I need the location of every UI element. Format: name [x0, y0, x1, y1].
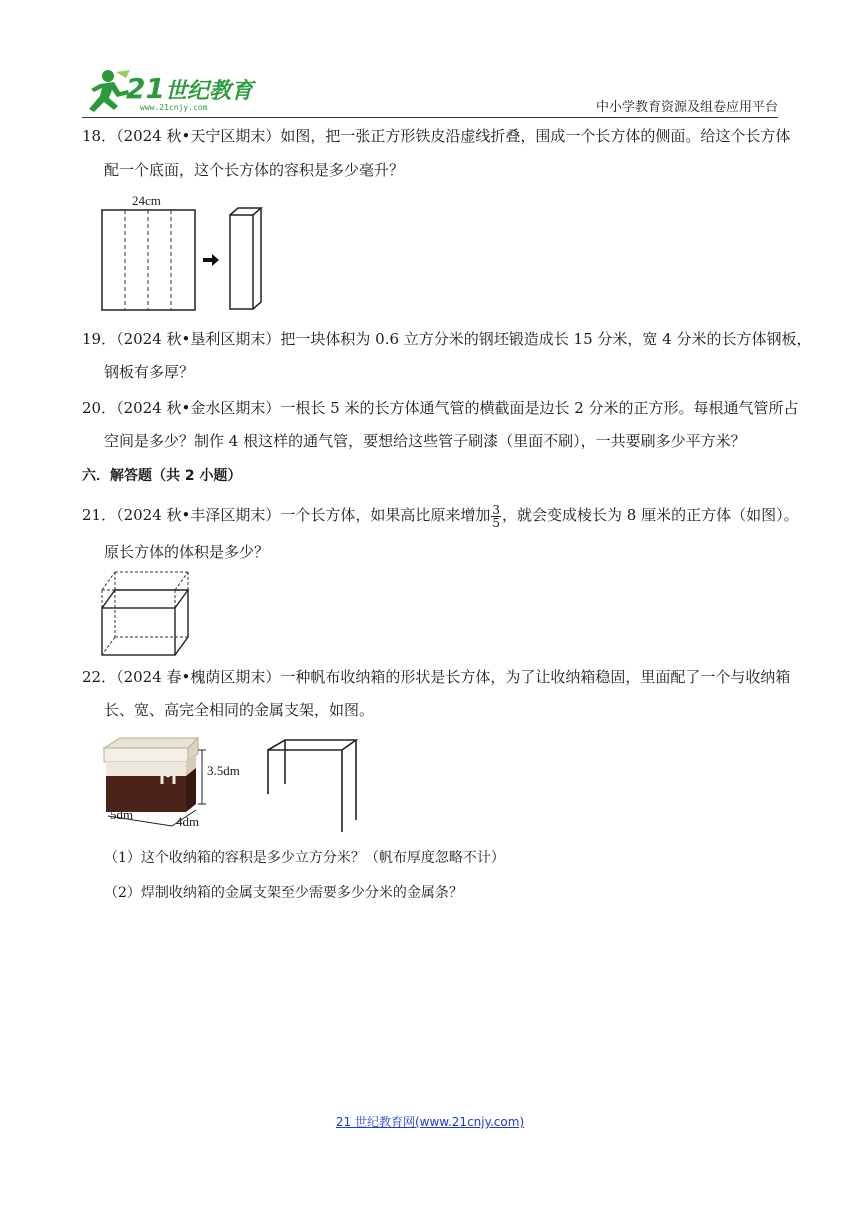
footer-link[interactable]: 21 世纪教育网(www.21cnjy.com) — [335, 1115, 525, 1129]
logo-url: www.21cnjy.com — [140, 103, 208, 112]
q22-dim-height: 3.5dm — [207, 763, 240, 778]
q21-text-a: 21．（2024 秋•丰泽区期末）一个长方体，如果高比原来增加 — [82, 506, 491, 524]
q20-line1: 20．（2024 秋•金水区期末）一根长 5 米的长方体通气管的横截面是边长 2 分米的正方形。每根通气管所占 — [82, 399, 799, 417]
logo — [80, 68, 255, 116]
header-divider — [82, 117, 778, 118]
q19-line1: 19．（2024 秋•垦利区期末）把一块体积为 0.6 立方分米的钢坯锻造成长 15 分米，宽 4 分米的长方体钢板， — [82, 330, 812, 348]
q22-sub1: （1）这个收纳箱的容积是多少立方分米？（帆布厚度忽略不计） — [104, 850, 505, 866]
storage-box-icon — [100, 732, 375, 832]
q18-line2: 配一个底面，这个长方体的容积是多少毫升？ — [104, 161, 405, 179]
q21-fraction — [491, 504, 501, 529]
q18-fig-label: 24cm — [132, 193, 161, 208]
q21-frac-num: 3 — [492, 502, 501, 517]
q19-line2: 钢板有多厚？ — [104, 363, 195, 381]
logo-title: 世纪教育 — [164, 79, 253, 104]
q21-figure — [100, 570, 192, 658]
q20-line2: 空间是多少？制作 4 根这样的通气管，要想给这些管子刷漆（里面不刷），一共要刷多少平方米？ — [104, 432, 746, 450]
runner-logo-icon — [80, 68, 132, 114]
q22-line2: 长、宽、高完全相同的金属支架，如图。 — [104, 701, 375, 719]
q21-line1 — [82, 501, 799, 529]
q18-figure — [100, 190, 270, 314]
q22-dim-length: 5dm — [110, 807, 134, 822]
q22-figure — [100, 732, 375, 832]
logo-number: 21 — [126, 72, 165, 105]
q21-frac-den: 5 — [492, 515, 501, 530]
q22-dim-width: 4dm — [176, 814, 200, 829]
q22-sub2: （2）焊制收纳箱的金属支架至少需要多少分米的金属条？ — [104, 885, 463, 901]
section-heading: 六．解答题（共 2 小题） — [82, 468, 242, 484]
footer — [0, 1113, 860, 1130]
q21-text-b: ，就会变成棱长为 8 厘米的正方体（如图）。 — [502, 506, 799, 524]
q18-line1: 18．（2024 秋•天宁区期末）如图，把一张正方形铁皮沿虚线折叠，围成一个长方体的侧面。给这个长方体 — [82, 127, 791, 145]
q21-line2: 原长方体的体积是多少？ — [104, 543, 270, 561]
q22-line1: 22．（2024 春•槐荫区期末）一种帆布收纳箱的形状是长方体，为了让收纳箱稳固，里面配了一个与收纳箱 — [82, 668, 791, 686]
platform-name: 中小学教育资源及组卷应用平台 — [595, 100, 778, 115]
